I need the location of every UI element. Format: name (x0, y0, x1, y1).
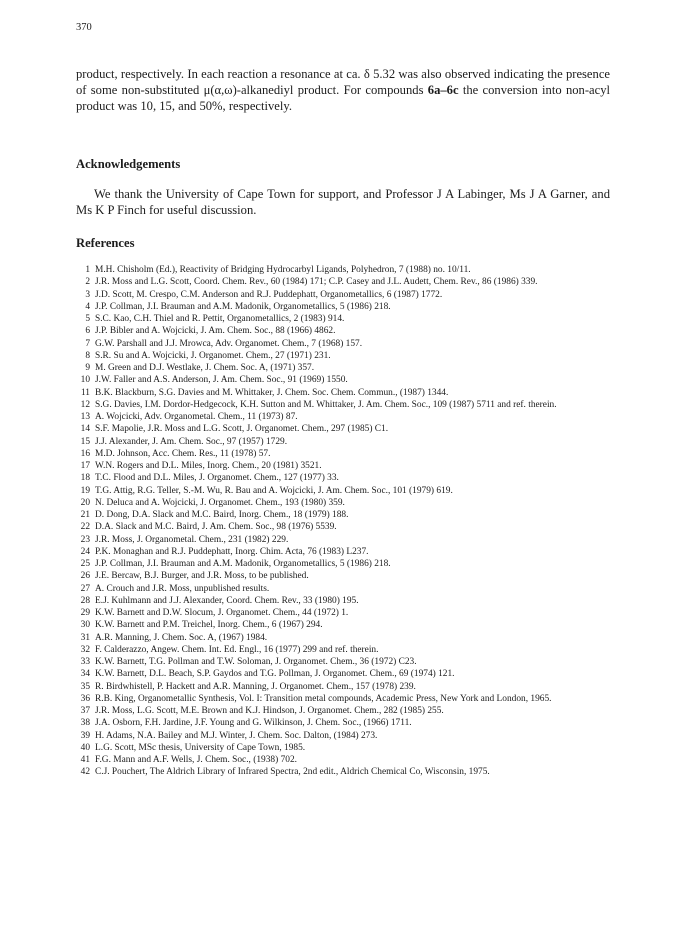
reference-number: 16 (80, 448, 90, 459)
reference-text: T.G. Attig, R.G. Teller, S.-M. Wu, R. Bau and A. Wojcicki, J. Am. Chem. Soc., 101 (1979) 619. (95, 485, 453, 496)
reference-number: 41 (80, 755, 90, 765)
reference-number: 14 (80, 424, 90, 435)
reference-item (76, 730, 614, 742)
reference-number: 31 (80, 632, 90, 643)
reference-number: 6 (85, 326, 90, 337)
paragraph-text-a: product, respectively. In each reaction a resonance at ca. δ 5.32 was also observed indicating the presence of some non-substituted μ(α,ω)-alkanediyl product. For compounds (76, 67, 610, 98)
reference-text: D. Dong, D.A. Slack and M.C. Baird, Inorg. Chem., 18 (1979) 188. (95, 510, 349, 520)
reference-text: E.J. Kuhlmann and J.J. Alexander, Coord. Chem. Rev., 33 (1980) 195. (95, 595, 359, 606)
reference-text: J.P. Bibler and A. Wojcicki, J. Am. Chem. Soc., 88 (1966) 4862. (95, 326, 336, 337)
reference-number: 3 (85, 289, 90, 300)
reference-text: J.R. Moss, L.G. Scott, M.E. Brown and K.J. Hindson, J. Organomet. Chem., 282 (1985) 255. (95, 706, 444, 716)
reference-number: 22 (80, 522, 90, 533)
page-number: 370 (76, 22, 92, 33)
reference-item (76, 656, 614, 668)
reference-item (76, 276, 614, 288)
reference-number: 27 (80, 583, 90, 594)
reference-item (76, 411, 614, 423)
reference-number: 8 (85, 350, 90, 361)
reference-item (76, 705, 614, 717)
reference-text: D.A. Slack and M.C. Baird, J. Am. Chem. Soc., 98 (1976) 5539. (95, 522, 337, 533)
reference-text: A. Wojcicki, Adv. Organometal. Chem., 11 (1973) 87. (95, 412, 298, 422)
reference-text: W.N. Rogers and D.L. Miles, Inorg. Chem., 20 (1981) 3521. (95, 461, 322, 471)
reference-item (76, 436, 614, 448)
reference-number: 29 (80, 608, 90, 618)
reference-item (76, 717, 614, 729)
reference-text: S.G. Davies, I.M. Dordor-Hedgecock, K.H. Sutton and M. Whittaker, J. Am. Chem. Soc., 109 (1987) 5711 and ref. therein. (95, 399, 557, 410)
reference-text: J.W. Faller and A.S. Anderson, J. Am. Chem. Soc., 91 (1969) 1550. (95, 375, 348, 386)
reference-number: 42 (80, 767, 90, 778)
reference-text: N. Deluca and A. Wojcicki, J. Organomet. Chem., 193 (1980) 359. (95, 497, 345, 508)
reference-item (76, 264, 614, 276)
reference-number: 21 (80, 510, 90, 520)
reference-item (76, 325, 614, 337)
reference-number: 24 (80, 546, 90, 557)
reference-number: 30 (80, 620, 90, 631)
reference-item (76, 362, 614, 374)
reference-number: 39 (80, 730, 90, 741)
reference-number: 36 (80, 693, 90, 704)
reference-item (76, 289, 614, 301)
reference-item (76, 521, 614, 533)
reference-text: M.H. Chisholm (Ed.), Reactivity of Bridging Hydrocarbyl Ligands, Polyhedron, 7 (1988) no. 10/11. (95, 265, 471, 275)
reference-number: 12 (80, 399, 90, 410)
reference-text: B.K. Blackburn, S.G. Davies and M. Whittaker, J. Chem. Soc. Chem. Commun., (1987) 1344. (95, 387, 449, 398)
reference-text: R. Birdwhistell, P. Hackett and A.R. Manning, J. Organomet. Chem., 157 (1978) 239. (95, 681, 416, 692)
reference-text: S.F. Mapolie, J.R. Moss and L.G. Scott, J. Organomet. Chem., 297 (1985) C1. (95, 424, 389, 435)
reference-number: 5 (85, 314, 90, 324)
reference-number: 1 (85, 265, 90, 275)
reference-number: 11 (80, 387, 90, 398)
reference-item (76, 313, 614, 325)
reference-item (76, 546, 614, 558)
paragraph-text-b: the conversion into non-acyl product was 10, 15, and 50%, respectively. (76, 83, 610, 114)
reference-text: J.R. Moss and L.G. Scott, Coord. Chem. Rev., 60 (1984) 171; C.P. Casey and J.L. Audett, Chem. Rev., 86 (1986) 339. (95, 277, 538, 288)
reference-text: K.W. Barnett, D.L. Beach, S.P. Gaydos and T.G. Pollman, J. Organomet. Chem., 69 (1974) 121. (95, 669, 455, 680)
reference-number: 2 (85, 277, 90, 288)
reference-text: L.G. Scott, MSc thesis, University of Cape Town, 1985. (95, 742, 306, 753)
reference-number: 17 (80, 461, 90, 471)
references-heading: References (76, 236, 135, 250)
reference-item (76, 399, 614, 411)
acknowledgements-heading: Acknowledgements (76, 157, 181, 171)
reference-item (76, 595, 614, 607)
results-paragraph (76, 66, 610, 115)
reference-text: S.C. Kao, C.H. Thiel and R. Pettit, Organometallics, 2 (1983) 914. (95, 314, 345, 324)
reference-text: K.W. Barnett, T.G. Pollman and T.W. Soloman, J. Organomet. Chem., 36 (1972) C23. (95, 657, 417, 667)
reference-list (76, 264, 614, 779)
reference-text: P.K. Monaghan and R.J. Puddephatt, Inorg. Chim. Acta, 76 (1983) L237. (95, 546, 369, 557)
reference-item (76, 766, 614, 778)
reference-number: 23 (80, 534, 90, 545)
reference-item (76, 448, 614, 460)
reference-number: 7 (85, 338, 90, 349)
reference-item (76, 485, 614, 497)
acknowledgements-text: We thank the University of Cape Town for support, and Professor J A Labinger, Ms J A Garner, and Ms K P Finch for useful discussion. (76, 187, 610, 218)
reference-number: 4 (85, 301, 90, 312)
reference-item (76, 423, 614, 435)
reference-item (76, 754, 614, 766)
reference-number: 26 (80, 571, 90, 582)
reference-item (76, 509, 614, 521)
reference-number: 20 (80, 497, 90, 508)
reference-number: 32 (80, 644, 90, 655)
reference-item (76, 338, 614, 350)
reference-text: A.R. Manning, J. Chem. Soc. A, (1967) 1984. (95, 632, 268, 643)
reference-number: 38 (80, 718, 90, 729)
reference-text: S.R. Su and A. Wojcicki, J. Organomet. Chem., 27 (1971) 231. (95, 350, 331, 361)
reference-number: 13 (80, 412, 90, 422)
reference-number: 34 (80, 669, 90, 680)
reference-text: M. Green and D.J. Westlake, J. Chem. Soc. A, (1971) 357. (95, 363, 315, 373)
reference-number: 15 (80, 436, 90, 447)
reference-text: J.J. Alexander, J. Am. Chem. Soc., 97 (1957) 1729. (95, 436, 288, 447)
reference-item (76, 534, 614, 546)
compound-label: 6a–6c (427, 83, 459, 98)
reference-item (76, 681, 614, 693)
reference-text: J.R. Moss, J. Organometal. Chem., 231 (1982) 229. (95, 534, 289, 545)
reference-item (76, 350, 614, 362)
reference-item (76, 570, 614, 582)
reference-text: F.G. Mann and A.F. Wells, J. Chem. Soc., (1938) 702. (95, 755, 297, 765)
reference-item (76, 644, 614, 656)
reference-text: K.W. Barnett and D.W. Slocum, J. Organomet. Chem., 44 (1972) 1. (95, 608, 349, 618)
reference-number: 40 (80, 742, 90, 753)
reference-item (76, 387, 614, 399)
reference-number: 33 (80, 657, 90, 667)
reference-item (76, 472, 614, 484)
reference-number: 9 (85, 363, 90, 373)
reference-text: J.P. Collman, J.I. Brauman and A.M. Madonik, Organometallics, 5 (1986) 218. (95, 301, 391, 312)
reference-number: 19 (80, 485, 90, 496)
reference-text: J.A. Osborn, F.H. Jardine, J.F. Young and G. Wilkinson, J. Chem. Soc., (1966) 1711. (95, 718, 412, 729)
reference-number: 18 (80, 473, 90, 484)
reference-item (76, 619, 614, 631)
reference-item (76, 668, 614, 680)
reference-item (76, 558, 614, 570)
reference-item (76, 583, 614, 595)
reference-item (76, 693, 614, 705)
reference-number: 25 (80, 559, 90, 569)
reference-text: J.E. Bercaw, B.J. Burger, and J.R. Moss, to be published. (95, 571, 309, 582)
reference-text: F. Calderazzo, Angew. Chem. Int. Ed. Engl., 16 (1977) 299 and ref. therein. (95, 644, 379, 655)
reference-number: 10 (80, 375, 90, 386)
reference-number: 37 (80, 706, 90, 716)
reference-text: M.D. Johnson, Acc. Chem. Res., 11 (1978) 57. (95, 448, 271, 459)
reference-item (76, 301, 614, 313)
reference-text: R.B. King, Organometallic Synthesis, Vol. I: Transition metal compounds, Academic Press, New York and London, 1965. (95, 693, 552, 704)
reference-item (76, 632, 614, 644)
reference-item (76, 374, 614, 386)
reference-text: J.P. Collman, J.I. Brauman and A.M. Madonik, Organometallics, 5 (1986) 218. (95, 559, 391, 569)
reference-text: H. Adams, N.A. Bailey and M.J. Winter, J. Chem. Soc. Dalton, (1984) 273. (95, 730, 378, 741)
reference-item (76, 460, 614, 472)
reference-number: 28 (80, 595, 90, 606)
reference-text: C.J. Pouchert, The Aldrich Library of Infrared Spectra, 2nd edit., Aldrich Chemical Co, Wisconsin, 1975. (95, 767, 490, 778)
reference-item (76, 742, 614, 754)
reference-text: J.D. Scott, M. Crespo, C.M. Anderson and R.J. Puddephatt, Organometallics, 6 (1987) 1772. (95, 289, 443, 300)
reference-text: T.C. Flood and D.L. Miles, J. Organomet. Chem., 127 (1977) 33. (95, 473, 339, 484)
reference-text: A. Crouch and J.R. Moss, unpublished results. (95, 583, 270, 594)
reference-text: G.W. Parshall and J.J. Mrowca, Adv. Organomet. Chem., 7 (1968) 157. (95, 338, 363, 349)
reference-number: 35 (80, 681, 90, 692)
reference-item (76, 607, 614, 619)
reference-text: K.W. Barnett and P.M. Treichel, Inorg. Chem., 6 (1967) 294. (95, 620, 323, 631)
reference-item (76, 497, 614, 509)
